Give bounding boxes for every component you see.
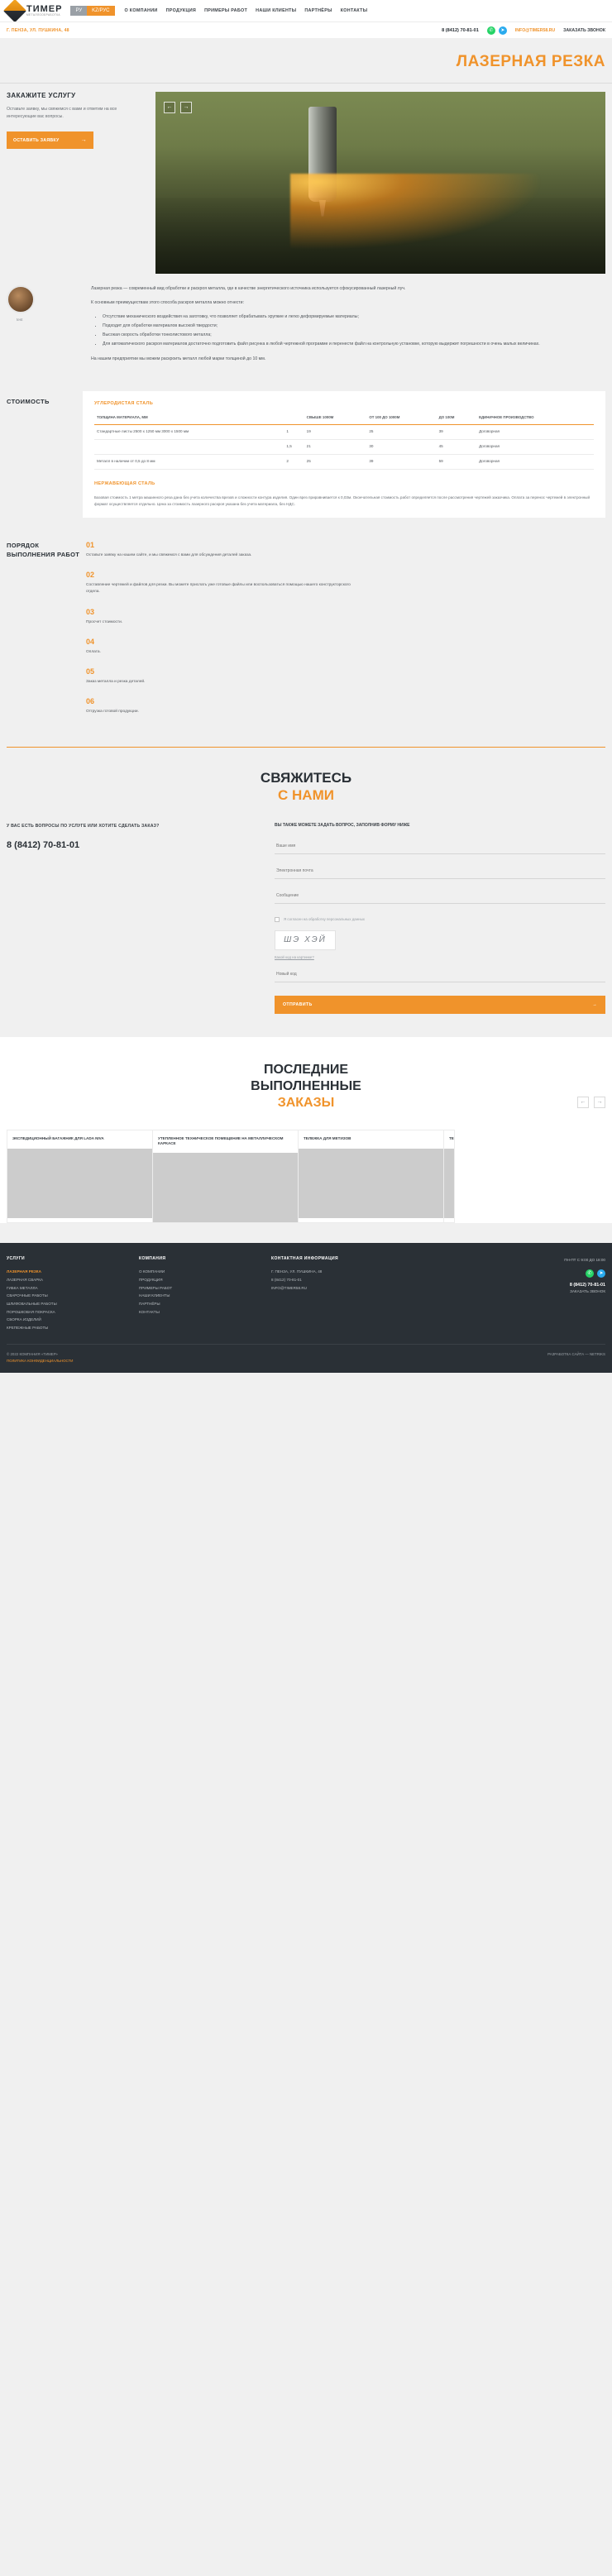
cell-material: Стандартные листы 2500 х 1250 мм 3000 х 1500 мм — [94, 425, 284, 440]
contact-title-line1: СВЯЖИТЕСЬ — [260, 770, 352, 786]
leave-request-button[interactable] — [7, 131, 93, 149]
header-phone[interactable]: 8 (8412) 70-81-01 — [442, 27, 479, 33]
footer-contacts-title: КОНТАКТНАЯ ИНФОРМАЦИЯ — [271, 1256, 338, 1262]
lang-option-kz[interactable]: KZ/РУС — [87, 6, 114, 16]
orders-title-line2: ВЫПОЛНЕННЫЕ — [251, 1078, 361, 1093]
cell-100-1000: 25 — [366, 425, 436, 440]
list-item: • Высокая скорость обработки тонколистового металла; — [103, 332, 605, 339]
order-card-caption: ЭКСПЕДИЦИОННЫЙ БАГАЖНИК ДЛЯ LADA NIVA — [12, 1135, 104, 1140]
nav-item-products[interactable]: ПРОДУКЦИЯ — [165, 8, 197, 13]
list-item — [86, 667, 605, 686]
whatsapp-icon[interactable]: ✆ — [487, 26, 495, 35]
order-card-image — [299, 1149, 443, 1218]
footer-link-fastening[interactable]: КРЕПЕЖНЫЕ РАБОТЫ — [7, 1325, 49, 1330]
list-item — [86, 541, 605, 559]
cell-over1000: 25 — [304, 455, 367, 470]
footer-email[interactable]: INFO@TIMER58.RU — [271, 1285, 307, 1290]
footer-developer[interactable]: РАЗРАБОТКА САЙТА — NETRIKS — [547, 1351, 605, 1356]
order-card-caption: ТЕ — [449, 1135, 454, 1140]
main-navigation — [125, 8, 368, 13]
cell-material: Металл в наличии от 0,5 до 8 мм — [94, 455, 284, 470]
telegram-icon[interactable]: ➤ — [499, 26, 507, 35]
message-field[interactable] — [275, 888, 605, 904]
footer-link-works[interactable]: ПРИМЕРЫ РАБОТ — [139, 1285, 173, 1290]
footer-link-laser-cutting[interactable]: ЛАЗЕРНАЯ РЕЗКА — [7, 1269, 41, 1274]
nav-item-contacts[interactable]: КОНТАКТЫ — [340, 8, 368, 13]
work-order-section — [0, 536, 612, 742]
contact-bar — [0, 22, 612, 38]
site-footer — [0, 1243, 612, 1373]
order-card-image — [153, 1153, 298, 1222]
orders-next-icon[interactable]: → — [594, 1097, 605, 1108]
price-table-title-carbon: УГЛЕРОДИСТАЯ СТАЛЬ — [94, 400, 154, 406]
step-text: Отгрузка готовой продукции. — [86, 709, 139, 714]
whatsapp-icon[interactable]: ✆ — [586, 1269, 594, 1278]
orders-title-line1: ПОСЛЕДНИЕ — [263, 1062, 349, 1077]
telegram-icon[interactable]: ➤ — [597, 1269, 605, 1278]
cell-100-1000: 39 — [366, 455, 436, 470]
order-and-slider-row — [0, 84, 612, 274]
captcha-image: ШЭ ХЭЙ — [275, 930, 336, 950]
step-number: 03 — [86, 607, 95, 616]
footer-link-assembly[interactable]: СБОРКА ИЗДЕЛИЙ — [7, 1317, 41, 1322]
avatar — [7, 285, 35, 313]
contact-form — [275, 823, 605, 1014]
nav-item-clients[interactable]: НАШИ КЛИЕНТЫ — [256, 8, 297, 13]
col-under-100: ДО 100М — [437, 413, 476, 425]
list-item — [86, 697, 605, 715]
orders-title — [0, 1062, 612, 1111]
cell-under100: 45 — [437, 440, 476, 455]
social-links — [487, 26, 507, 35]
logo-subtitle: МЕТАЛЛООБРАБОТКА — [26, 12, 60, 17]
footer-services-title: УСЛУГИ — [7, 1256, 26, 1262]
footer-link-bending[interactable]: ГИБКА МЕТАЛЛА — [7, 1285, 38, 1290]
nav-item-partners[interactable]: ПАРТНЁРЫ — [304, 8, 332, 13]
lang-option-ru[interactable]: РУ — [70, 6, 87, 16]
cell-thickness: 2 — [284, 455, 304, 470]
order-card-image — [444, 1149, 454, 1218]
consent-checkbox[interactable] — [275, 917, 280, 922]
step-number: 05 — [86, 667, 95, 676]
col-thickness: ТОЛЩИНА МАТЕРИАЛА, ММ — [94, 413, 284, 425]
footer-link-about[interactable]: О КОМПАНИИ — [139, 1269, 165, 1274]
description-lead: К основным преимуществам этого способа раскроя металла можно отнести: — [91, 300, 245, 306]
header-address: Г. ПЕНЗА, УЛ. ПУШКИНА, 48 — [7, 27, 69, 33]
arrow-right-icon: → — [592, 1001, 597, 1007]
steps-list — [83, 541, 605, 727]
sparks-graphic — [290, 174, 560, 256]
footer-link-products[interactable]: ПРОДУКЦИЯ — [139, 1278, 163, 1283]
slider-next-icon[interactable]: → — [180, 102, 192, 113]
captcha-refresh-link[interactable]: Какой код на картинке? — [275, 954, 314, 959]
nav-item-works[interactable]: ПРИМЕРЫ РАБОТ — [204, 8, 248, 13]
step-text: Составление чертежей и файлов для резки. Вы можете прислать уже готовые файлы или воспользоваться помощью нашего конструкторского отдела. — [86, 583, 351, 595]
table-row — [94, 455, 594, 470]
step-number: 01 — [86, 541, 95, 550]
step-number: 04 — [86, 637, 95, 646]
leave-request-label: ОСТАВИТЬ ЗАЯВКУ — [13, 137, 60, 143]
table-row — [94, 425, 594, 440]
step-text: Оставьте заявку на нашем сайте, и мы свяжемся с вами для обсуждения деталей заказа. — [86, 553, 252, 558]
table-row — [94, 440, 594, 455]
slider-navigation — [164, 102, 192, 113]
list-item: • Отсутствие механического воздействия на заготовку, что позволяет обрабатывать хрупкие и легко деформируемые материалы; — [103, 313, 605, 321]
footer-link-partners[interactable]: ПАРТНЁРЫ — [139, 1301, 160, 1306]
footer-link-contacts[interactable]: КОНТАКТЫ — [139, 1309, 160, 1314]
cell-thickness: 1,5 — [284, 440, 304, 455]
contact-info-column — [7, 823, 255, 1014]
name-field[interactable] — [275, 839, 605, 854]
table-header-row — [94, 413, 594, 425]
steps-section-label: ПОРЯДОК ВЫПОЛНЕНИЯ РАБОТ — [7, 542, 80, 559]
cell-thickness: 1 — [284, 425, 304, 440]
consent-label: Я согласен на обработку персональных данных — [284, 917, 365, 922]
contact-title-line2: С НАМИ — [278, 787, 334, 804]
captcha-input[interactable] — [275, 967, 605, 982]
submit-button[interactable] — [275, 996, 605, 1014]
cell-single: Договорная — [476, 425, 594, 440]
cell-100-1000: 30 — [366, 440, 436, 455]
review-author: test — [17, 318, 23, 322]
cell-material — [94, 440, 284, 455]
orders-carousel — [0, 1130, 612, 1224]
list-item: • Подходит для обработки материалов высокой твердости; — [103, 323, 605, 330]
order-card[interactable] — [7, 1130, 152, 1224]
description-outro: На нашем предприятии мы можем раскроить металл любой марки толщиной до 10 мм. — [91, 356, 266, 361]
footer-link-grinding[interactable]: ШЛИФОВАЛЬНЫЕ РАБОТЫ — [7, 1301, 57, 1306]
step-text: Оплата. — [86, 649, 101, 654]
step-text: Просчет стоимости. — [86, 619, 123, 624]
service-description — [91, 285, 605, 370]
language-switcher[interactable] — [70, 6, 114, 16]
cell-single: Договорная — [476, 440, 594, 455]
orders-header — [0, 1062, 612, 1111]
price-table — [94, 413, 594, 470]
list-item: • Для автоматического раскроя материалов достаточно подготовить файл рисунка в любой чертежной программе и перенести файл на контрольную установке, которую выдержит погрешности в очень малых величинах. — [103, 341, 605, 348]
email-field[interactable] — [275, 863, 605, 879]
description-row — [0, 274, 612, 385]
step-text: Заказ металла и резка деталей. — [86, 679, 146, 684]
footer-bottom — [7, 1344, 605, 1365]
cell-under100: 39 — [437, 425, 476, 440]
slider-prev-icon[interactable]: ← — [164, 102, 175, 113]
order-service-block — [7, 92, 155, 274]
review-block — [7, 285, 83, 370]
price-section — [0, 385, 612, 536]
footer-link-powder-coating[interactable]: ПОРОШКОВАЯ ПОКРАСКА — [7, 1309, 55, 1314]
contact-phone[interactable]: 8 (8412) 70-81-01 — [7, 839, 80, 850]
footer-link-clients[interactable]: НАШИ КЛИЕНТЫ — [139, 1293, 170, 1298]
footer-link-laser-welding[interactable]: ЛАЗЕРНАЯ СВАРКА — [7, 1278, 44, 1283]
page-title: ЛАЗЕРНАЯ РЕЗКА — [456, 53, 605, 70]
header-email[interactable]: INFO@TIMER58.RU — [514, 27, 556, 33]
order-service-text: Оставьте заявку, мы свяжемся с вами и ответим на все интересующие вас вопросы. — [7, 107, 117, 119]
col-100-1000: ОТ 100 ДО 1000М — [366, 413, 436, 425]
form-hint: ВЫ ТАКЖЕ МОЖЕТЕ ЗАДАТЬ ВОПРОС, ЗАПОЛНИВ ФОРМУ НИЖЕ — [275, 822, 410, 828]
footer-callback-button[interactable]: ЗАКАЗАТЬ ЗВОНОК — [570, 1288, 605, 1293]
footer-services-column — [7, 1256, 139, 1331]
col-single: ЕДИНИЧНОЕ ПРОИЗВОДСТВО — [476, 413, 594, 425]
footer-address: Г. ПЕНЗА, УЛ. ПУШКИНА, 48 — [271, 1269, 323, 1274]
page-title-band — [0, 38, 612, 84]
footer-company-title: КОМПАНИЯ — [139, 1256, 166, 1262]
footer-link-welding[interactable]: СВАРОЧНЫЕ РАБОТЫ — [7, 1293, 48, 1298]
contact-section — [0, 748, 612, 1037]
footer-phone[interactable]: 8 (8412) 70-81-01 — [271, 1278, 302, 1283]
footer-social-links — [404, 1269, 605, 1278]
order-card[interactable] — [443, 1130, 455, 1224]
orders-title-line3: ЗАКАЗЫ — [277, 1095, 335, 1110]
footer-phone-right[interactable]: 8 (8412) 70-81-01 — [569, 1282, 605, 1288]
contact-question: У ВАС ЕСТЬ ВОПРОСЫ ПО УСЛУГЕ ИЛИ ХОТИТЕ СДЕЛАТЬ ЗАКАЗ? — [7, 823, 160, 829]
order-card-caption: ТЕЛЕЖКА ДЛЯ МЕТИЗОВ — [304, 1135, 351, 1140]
list-item — [86, 638, 605, 656]
hero-slider[interactable] — [155, 92, 605, 274]
footer-worktime-column — [404, 1256, 605, 1331]
description-intro: Лазерная резка — современный вид обработки и раскроя металла, где в качестве энергетического источника используется сфокусированный лазерный луч. — [91, 286, 406, 291]
orders-carousel-nav — [577, 1097, 605, 1108]
footer-copyright: © 2022 КОМПАНИЯ «ТИМЕР» — [7, 1351, 58, 1356]
step-number: 02 — [86, 571, 95, 580]
logo[interactable] — [7, 2, 62, 19]
price-card — [83, 391, 605, 518]
list-item — [86, 608, 605, 626]
submit-label: ОТПРАВИТЬ — [283, 1001, 313, 1007]
cell-under100: 59 — [437, 455, 476, 470]
top-header-bar — [0, 0, 612, 22]
cell-over1000: 19 — [304, 425, 367, 440]
callback-button[interactable]: ЗАКАЗАТЬ ЗВОНОК — [563, 27, 605, 33]
price-section-label: СТОИМОСТЬ — [7, 397, 50, 405]
order-card[interactable] — [152, 1130, 298, 1224]
order-card-image — [7, 1149, 152, 1218]
price-table-title-stainless: НЕРЖАВЕЮЩАЯ СТАЛЬ — [94, 481, 155, 487]
arrow-right-icon: → — [80, 137, 87, 144]
cell-over1000: 21 — [304, 440, 367, 455]
col-over-1000: СВЫШЕ 1000М — [304, 413, 367, 425]
contact-title — [7, 769, 605, 805]
orders-prev-icon[interactable]: ← — [577, 1097, 589, 1108]
logo-title: ТИМЕР — [26, 3, 63, 14]
col-blank — [284, 413, 304, 425]
footer-privacy-link[interactable]: ПОЛИТИКА КОНФИДЕНЦИАЛЬНОСТИ — [7, 1358, 74, 1363]
latest-orders-section — [0, 1037, 612, 1224]
nav-item-about[interactable]: О КОМПАНИИ — [124, 8, 158, 13]
order-service-title: ЗАКАЖИТЕ УСЛУГУ — [7, 92, 76, 99]
footer-contacts-column — [271, 1256, 404, 1331]
order-card-caption: УТЕПЛЕННОЕ ТЕХНИЧЕСКОЕ ПОМЕЩЕНИЕ НА МЕТАЛЛИЧЕСКОМ КАРКАСЕ — [158, 1135, 284, 1146]
consent-row[interactable] — [275, 917, 605, 922]
order-card[interactable] — [298, 1130, 443, 1224]
footer-company-column — [139, 1256, 271, 1331]
logo-diamond-icon — [3, 0, 26, 22]
footer-worktime: ПН-ПТ С 9:00 ДО 18:00 — [564, 1258, 605, 1263]
price-note: Базовая стоимость 1 метра машинного реза дана без учета количества врезов и сложности контура изделия. Один врез приравнивается к 0,03м. Окончательная стоимость работ определяется после рассмотрения чертежей заказчика. Оплата за перенос чертежей в электронный формат осуществляется отдельно. Цена за стоимость лазерного раскроя указана без учета материала, без НДС. — [94, 495, 590, 507]
step-number: 06 — [86, 696, 95, 705]
advantages-list — [103, 313, 605, 348]
list-item — [86, 571, 605, 595]
cell-single: Договорная — [476, 455, 594, 470]
